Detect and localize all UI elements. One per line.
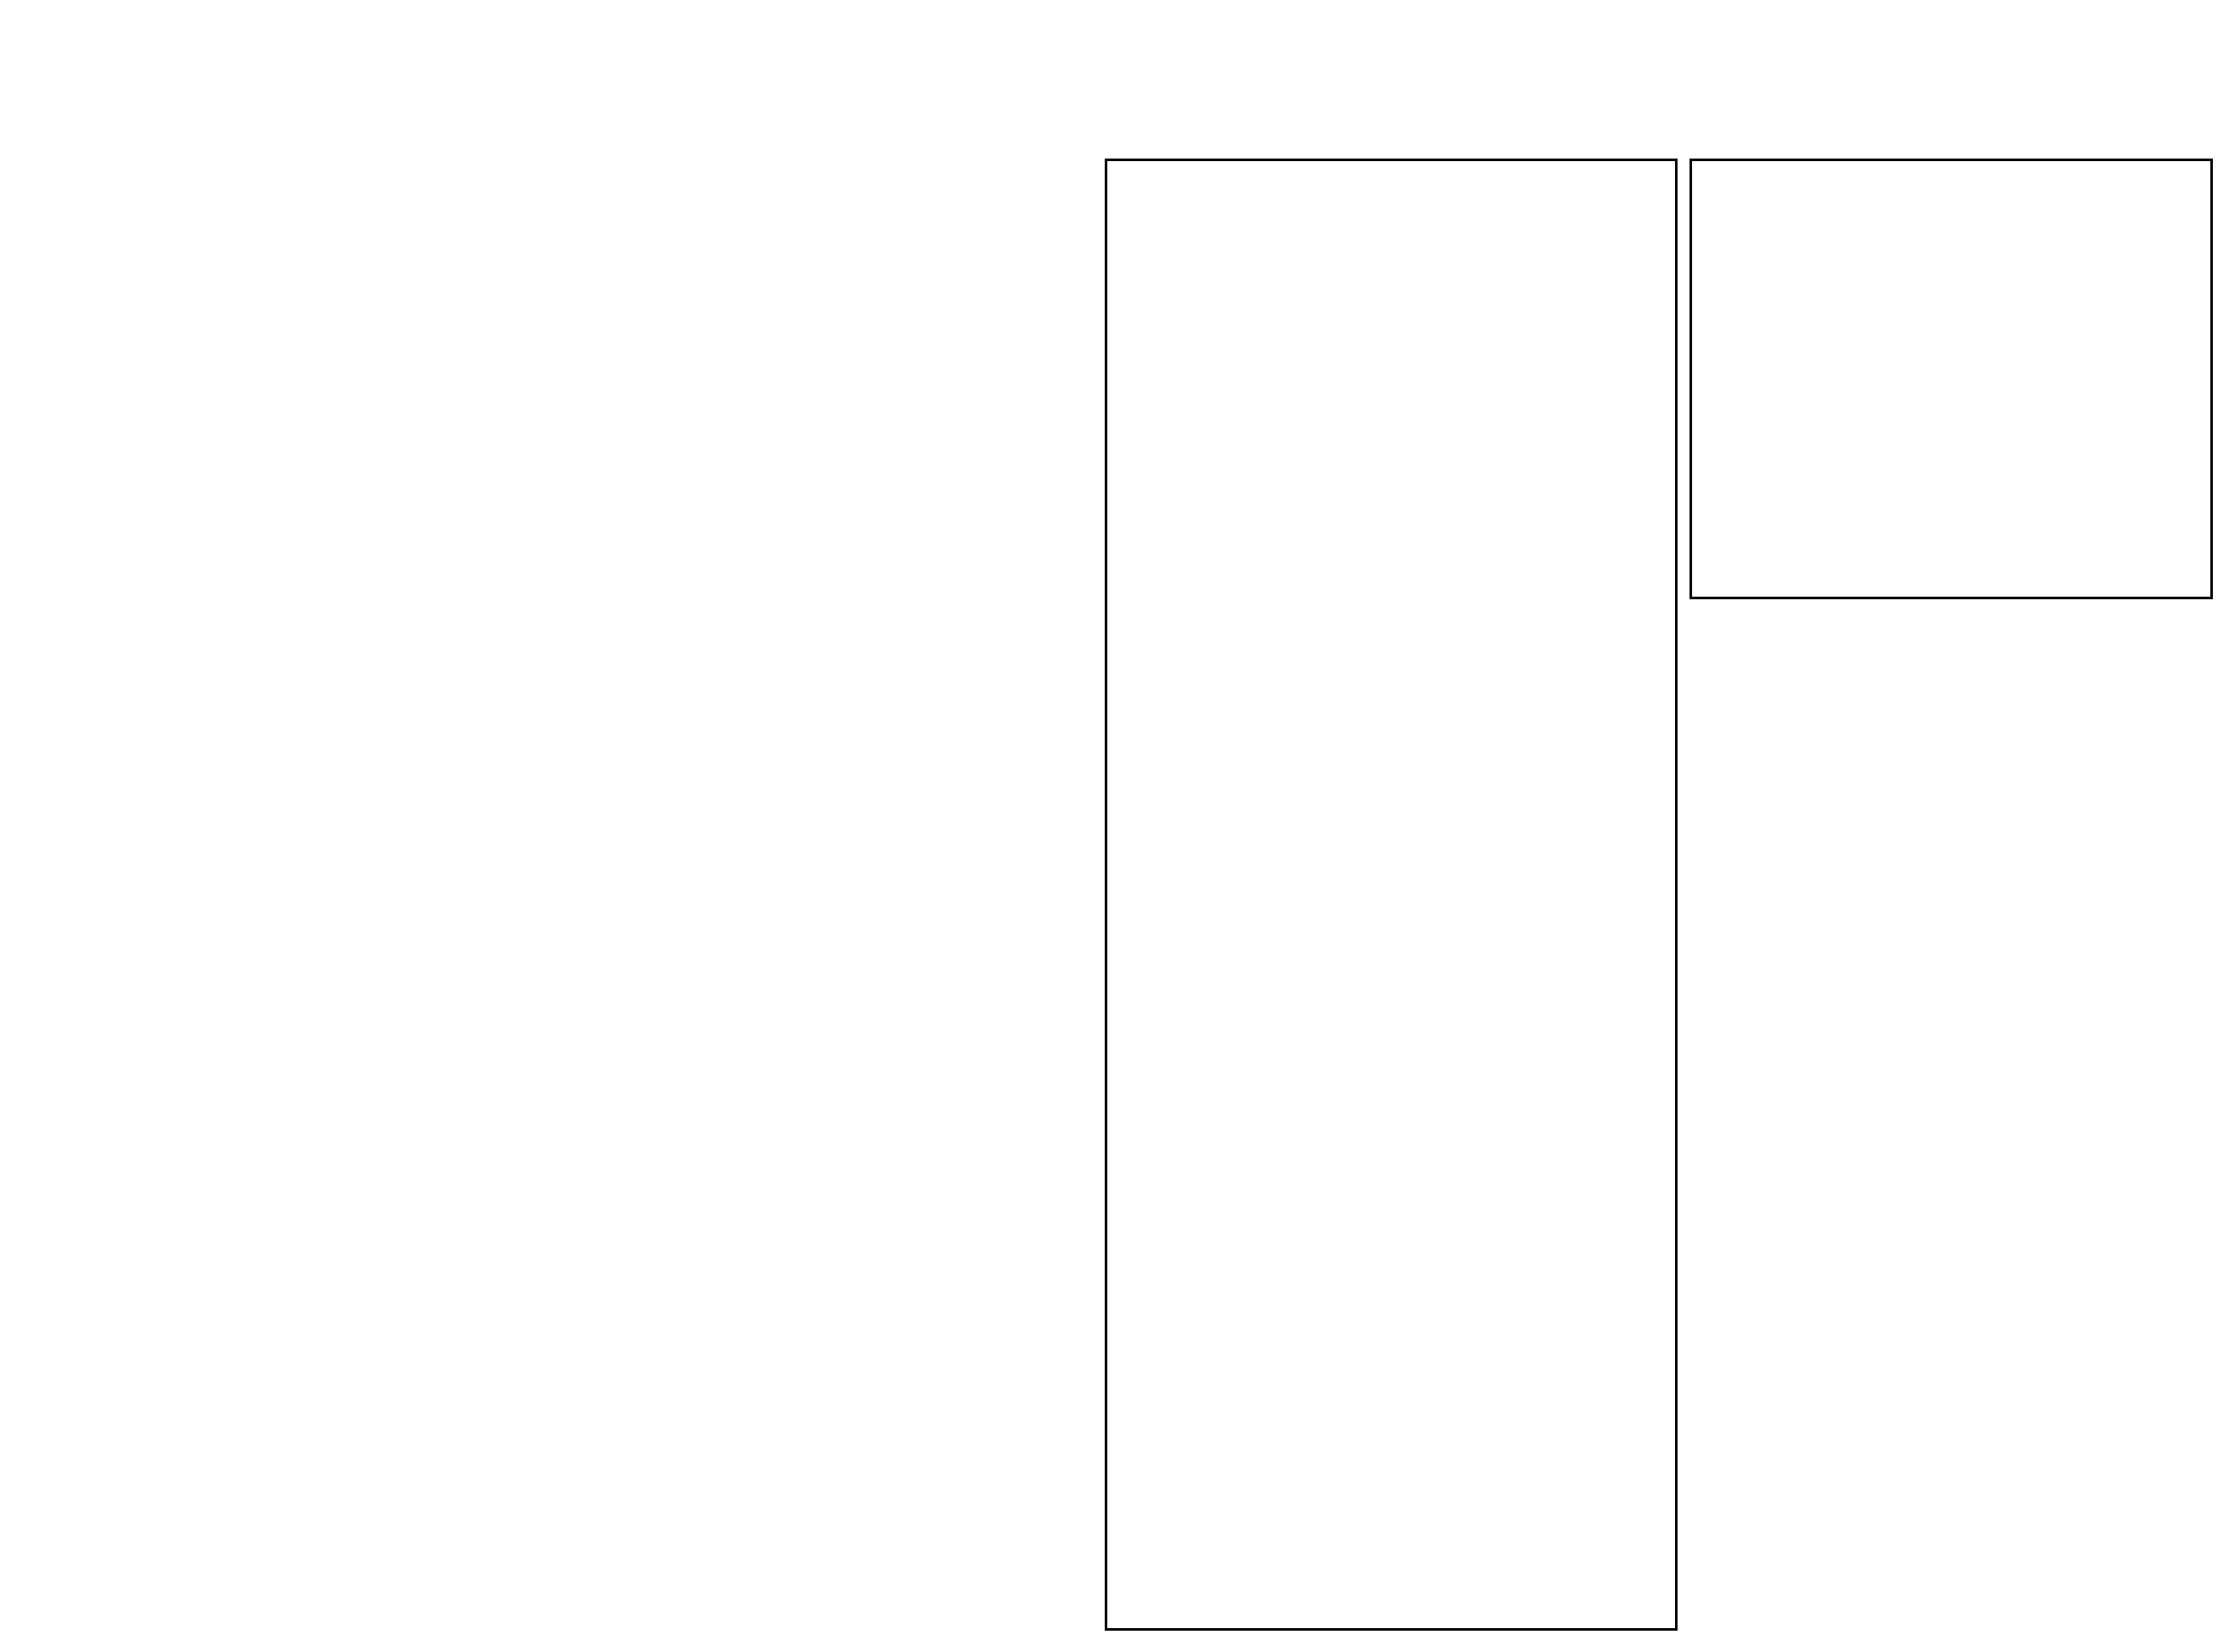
panel-group-first-burst: [5, 159, 1090, 1631]
panel-group-dominant-burst: [1105, 159, 1678, 1631]
panel-group-non-dominant-burst: [1689, 159, 2213, 599]
